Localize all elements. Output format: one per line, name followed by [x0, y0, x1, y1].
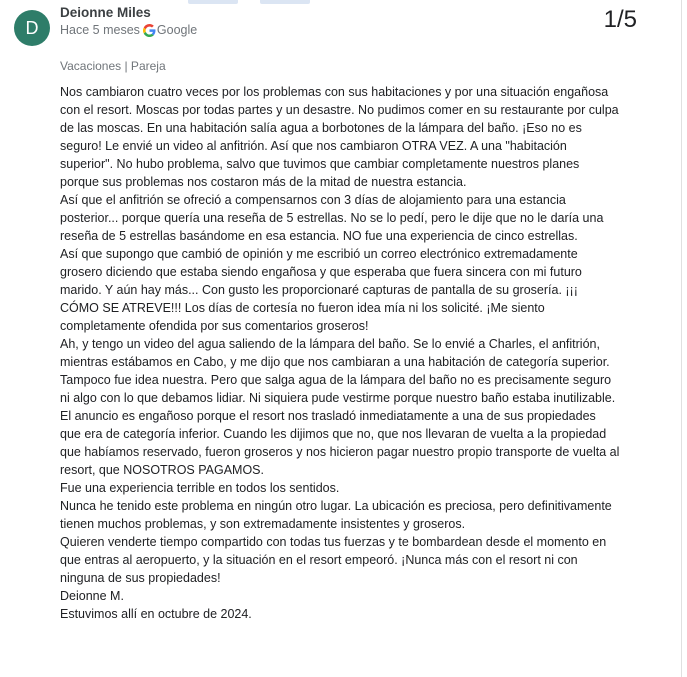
review-paragraph: Nunca he tenido este problema en ningún otro lugar. La ubicación es preciosa, pero definitivamente tienen muchos problemas, y son extremadamente insistentes y groseros.	[60, 499, 612, 531]
review-body	[60, 83, 620, 623]
author-name[interactable]: Deionne Miles	[60, 5, 151, 20]
review-paragraph: Así que el anfitrión se ofreció a compensarnos con 3 días de alojamiento para una estancia posterior... porque quería una reseña de 5 estrellas. No se lo pedí, pero le dije que no le daría una reseña de 5 estrellas basándome en esa estancia. NO fue una experiencia de cinco estrellas.	[60, 193, 604, 243]
page-counter: 1/5	[603, 6, 637, 33]
avatar[interactable]	[14, 10, 50, 46]
review-signature: Deionne M.	[60, 589, 124, 603]
review-paragraph: El anuncio es engañoso porque el resort nos trasladó inmediatamente a una de sus propiedades que era de categoría inferior. Cuando les dijimos que no, que nos llevaran de vuelta a la propiedad que habíamos reservado, fueron groseros y nos hicieron pagar nuestro propio transporte de vuelta al resort, que NOSOTROS PAGAMOS.	[60, 409, 620, 477]
review-stay-date: Estuvimos allí en octubre de 2024.	[60, 607, 252, 621]
review-meta	[60, 6, 197, 37]
review-paragraph: Tampoco fue idea nuestra. Pero que salga agua de la lámpara del baño no es precisamente seguro ni algo con lo que debamos lidiar. Ni siquiera pude vestirme porque nuestro baño estaba inutilizable.	[60, 373, 616, 405]
avatar-initial: D	[25, 17, 39, 38]
divider	[681, 0, 682, 677]
review-header	[14, 6, 197, 46]
review-subline	[60, 23, 197, 37]
review-source: Google	[156, 23, 198, 37]
review-paragraph: Quieren venderte tiempo compartido con todas tus fuerzas y te bombardean desde el momento en que entras al aeropuerto, y la situación en el resort empeoró. ¡Nunca más con el resort ni con ninguna de sus propiedades!	[60, 535, 607, 585]
review-paragraph: Así que supongo que cambió de opinión y me escribió un correo electrónico extremadamente grosero diciendo que estaba siendo engañosa y que esperaba que fuera sincera con mi futuro marido. Y aún hay más... Con gusto les proporcionaré capturas de pantalla de su grosería. ¡¡¡ CÓMO SE ATREVE!!! Los días de cortesía no fueron idea mía ni los solicité. ¡Me siento completamente ofendida por sus comentarios groseros!	[60, 247, 582, 333]
google-g-icon	[143, 24, 156, 37]
review-paragraph: Nos cambiaron cuatro veces por los problemas con sus habitaciones y por una situación engañosa con el resort. Moscas por todas partes y un desastre. No pudimos comer en su restaurante por culpa de las moscas. En una habitación salía agua a borbotones de la lámpara del baño. ¡Eso no es seguro! Le envié un video al anfitrión. Así que nos cambiaron OTRA VEZ. A una "habitación superior". No hubo problema, salvo que tuvimos que cambiar completamente nuestros planes porque sus problemas nos costaron más de la mitad de nuestra estancia.	[60, 85, 619, 189]
review-paragraph: Ah, y tengo un video del agua saliendo de la lámpara del baño. Se lo envié a Charles, el anfitrión, mientras estábamos en Cabo, y me dijo que nos cambiaran a una habitación de categoría superior.	[60, 337, 610, 369]
review-tags: Vacaciones | Pareja	[60, 59, 166, 73]
review-time: Hace 5 meses	[60, 23, 140, 37]
review-paragraph: Fue una experiencia terrible en todos los sentidos.	[60, 481, 340, 495]
